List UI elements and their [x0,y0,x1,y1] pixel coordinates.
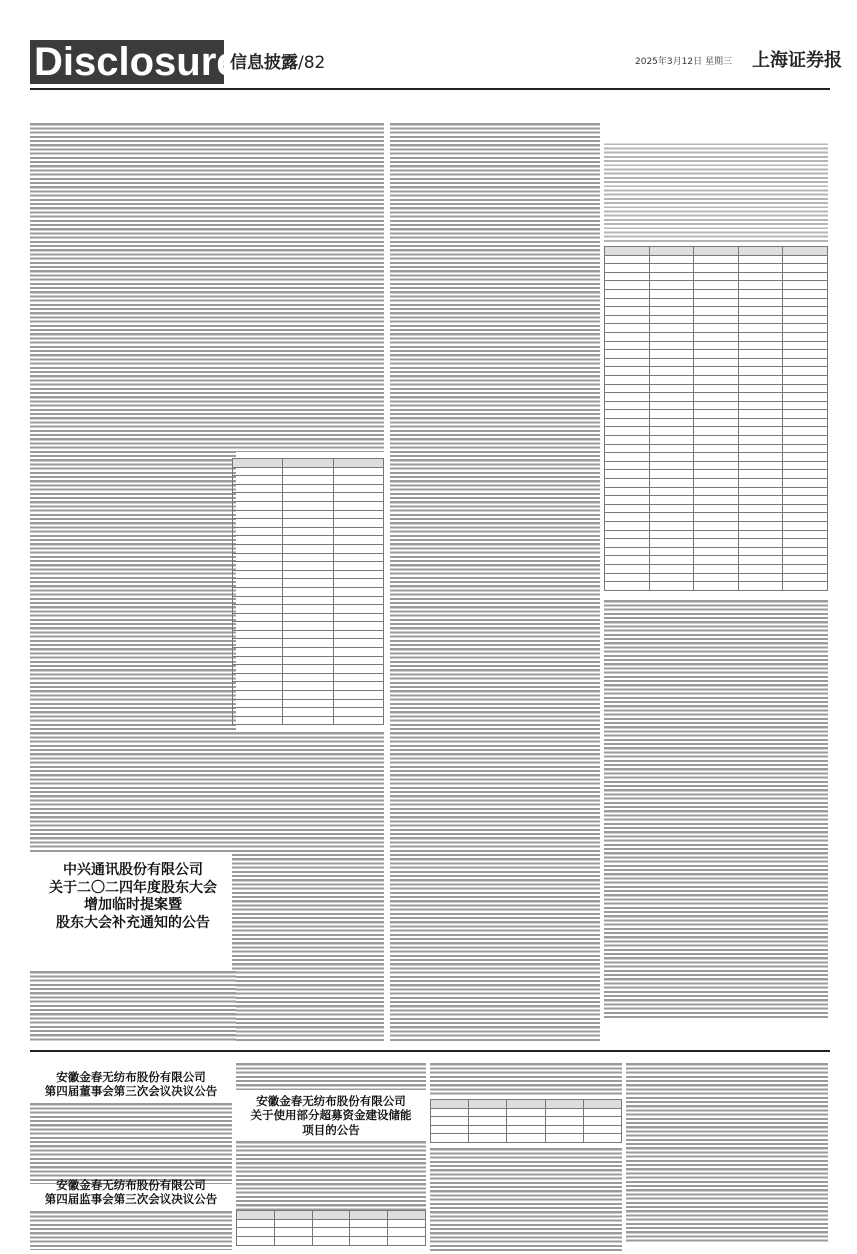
ahcx-column-4 [626,1062,828,1252]
ahcx-b-company-name: 安徽金春无纺布股份有限公司 [56,1178,206,1192]
section-title: 信息披露/82 [230,53,326,73]
ahcx-b-title: 第四届监事会第三次会议决议公告 [44,1192,218,1207]
zte-intro-text [30,970,236,1042]
ahcx-a-company-name: 安徽金春无纺布股份有限公司 [56,1070,206,1084]
disclosure-logo: Disclosure [30,40,224,84]
masthead [30,40,842,84]
zte-headline [30,862,236,972]
zte-title-line4: 股东大会补充通知的公告 [56,914,210,931]
zte-title-line2: 关于二〇二四年度股东大会 [49,879,217,896]
dateline: 2025年3月12日 星期三 [635,57,732,67]
section-divider [30,1050,830,1052]
zte-column-1 [30,122,236,852]
zte-column-4 [604,122,828,1042]
zte-column-3 [390,122,600,1042]
zte-company-name: 中兴通讯股份有限公司 [63,862,203,878]
ahcx-c-title-line2: 项目的公告 [302,1122,360,1137]
ahcx-c-title-line1: 关于使用部分超募资金建设储能 [250,1108,412,1123]
ahcx-column-3 [430,1062,622,1252]
ahcx-storage-notice [236,1062,426,1252]
paper-name: 上海证券报 [752,50,842,71]
ahcx-investment-table [430,1099,622,1143]
zte-column-2 [232,122,384,1042]
page-number: /82 [298,53,326,73]
zte-proxy-table [604,246,828,591]
ahcx-c-company-name: 安徽金春无纺布股份有限公司 [256,1094,406,1108]
ahcx-a-title: 第四届董事会第三次会议决议公告 [44,1084,218,1099]
zte-proposal-table [232,458,384,725]
zte-title-line3: 增加临时提案暨 [84,897,182,913]
masthead-rule [30,88,830,90]
ahcx-supervisor-notice [30,1170,232,1254]
ahcx-fund-table [236,1210,426,1245]
